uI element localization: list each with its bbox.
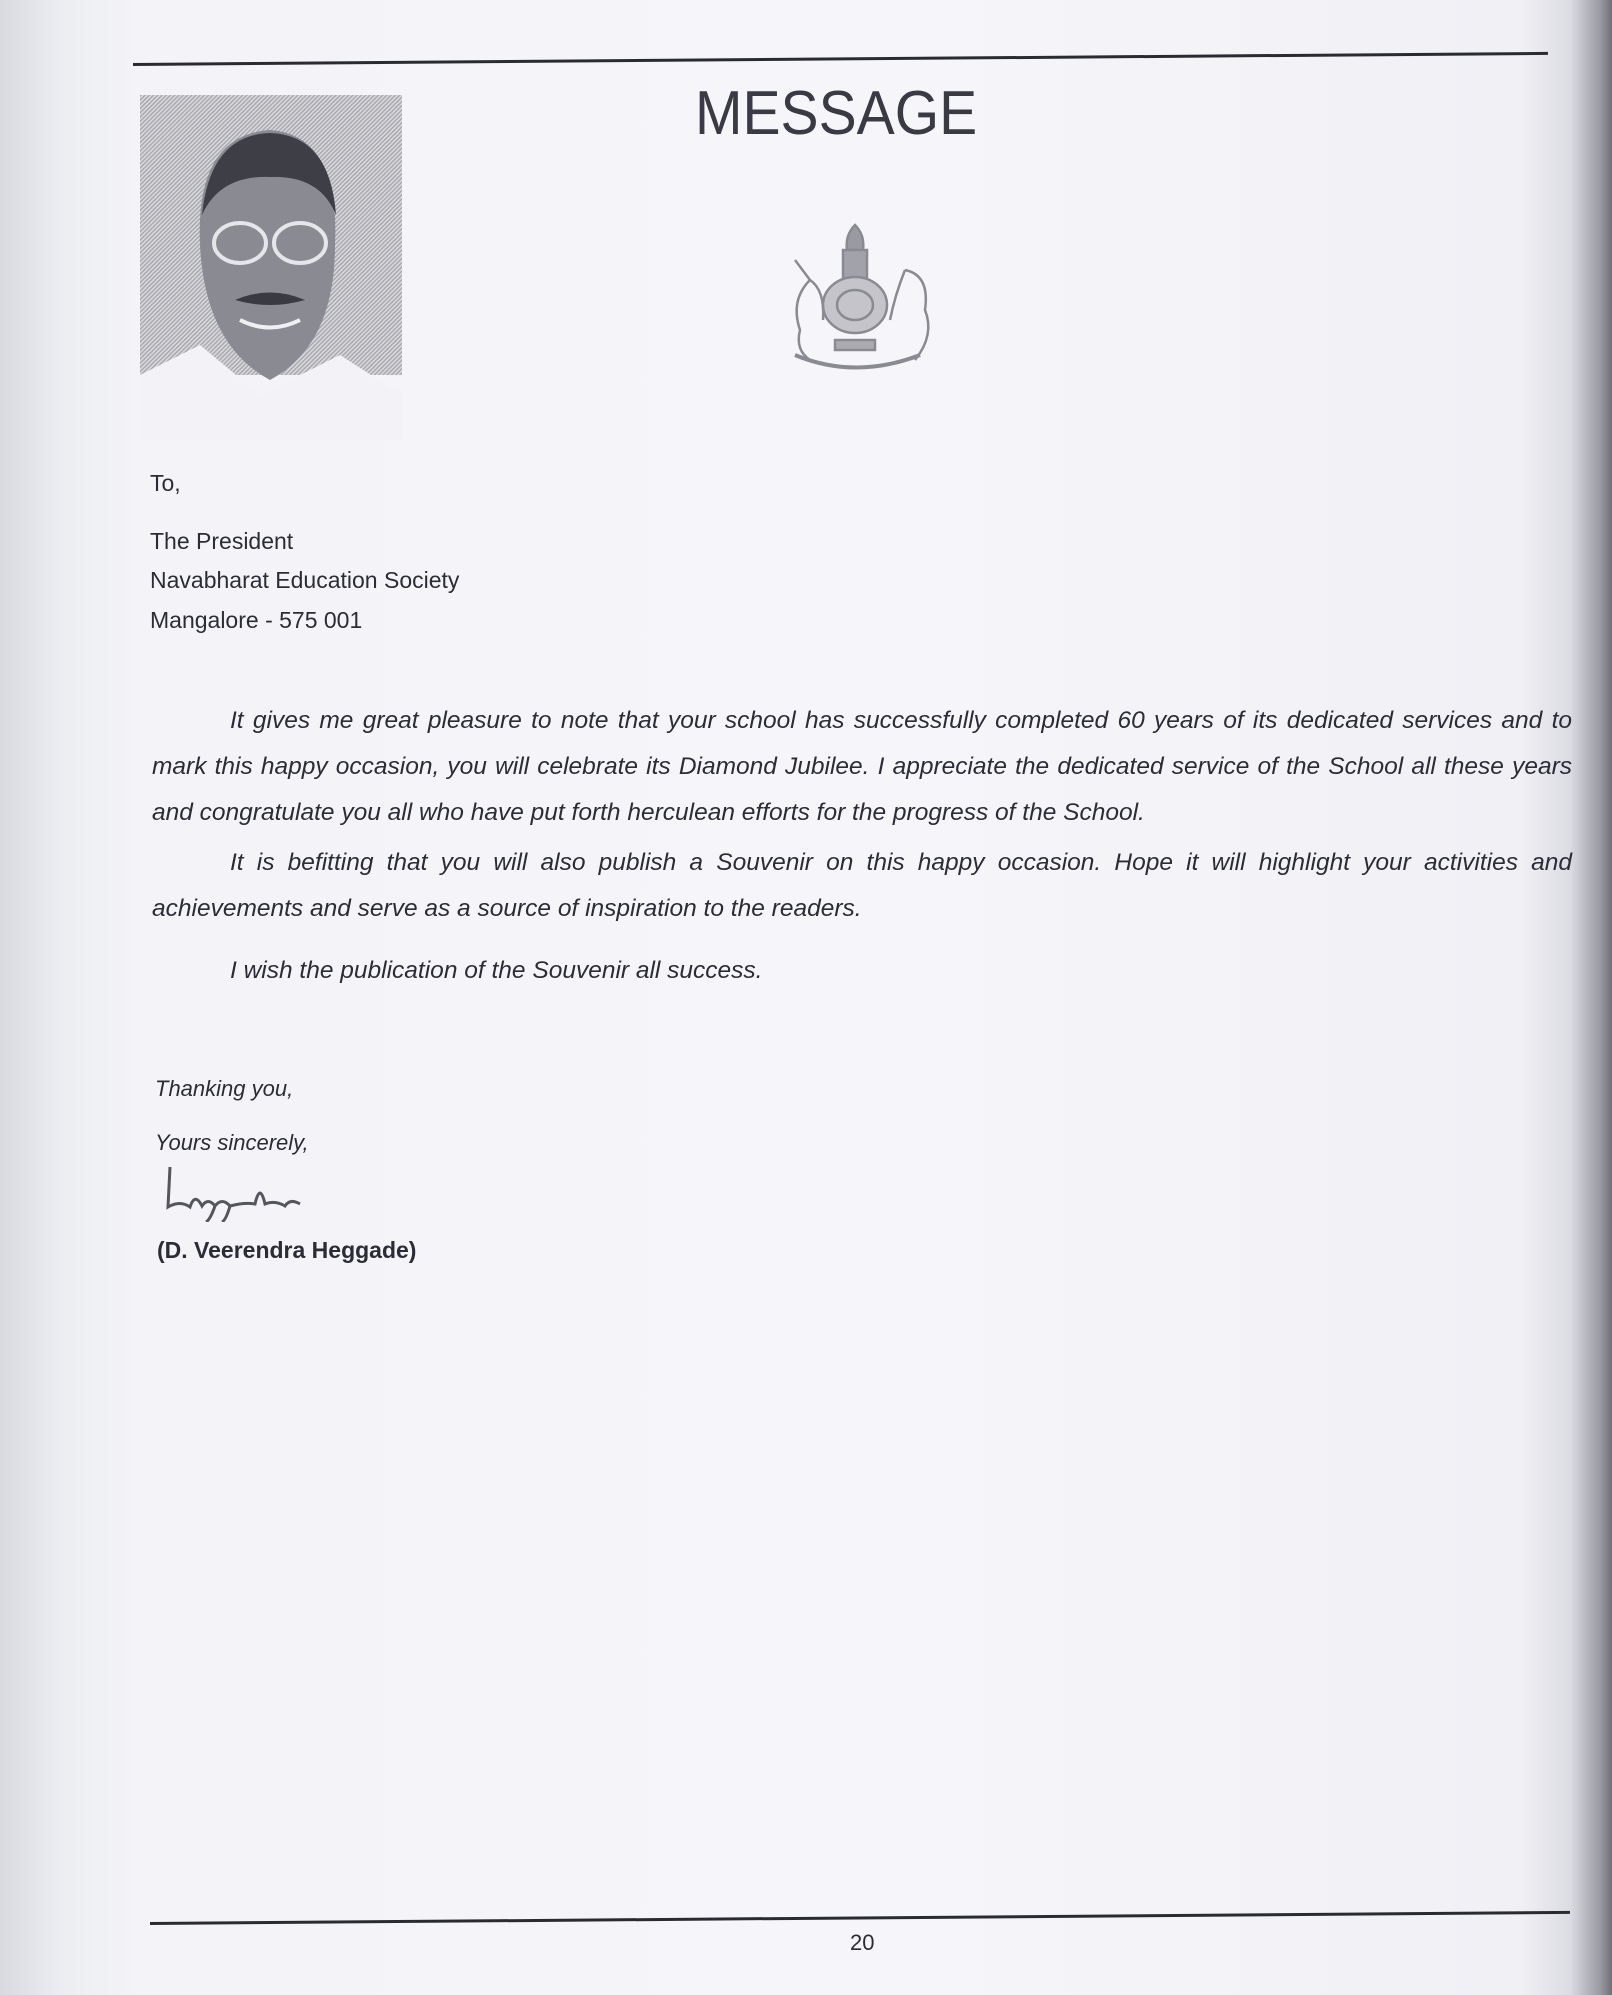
state-emblem-icon xyxy=(755,220,955,380)
body-paragraph: It gives me great pleasure to note that your school has successfully completed 60 years of its dedicated services and to mark this happy occasion, you will celebrate its Diamond Jubilee. I appreciate the dedicated service of the School all these years and congratulate you all who have put forth herculean efforts for the progress of the School. xyxy=(152,707,1572,826)
closing-valediction: Yours sincerely, xyxy=(155,1130,309,1155)
body-paragraph: It is befitting that you will also publish a Souvenir on this happy occasion. Hope it will highlight your activities and achievements and serve as a source of inspiration to the readers. xyxy=(152,849,1572,922)
bottom-rule xyxy=(150,1911,1570,1925)
page-title: MESSAGE xyxy=(695,79,978,148)
signature-icon xyxy=(160,1162,340,1222)
page-number: 20 xyxy=(850,1930,875,1955)
closing-thanks: Thanking you, xyxy=(155,1076,294,1101)
salutation: To, xyxy=(150,470,181,496)
top-rule xyxy=(133,52,1548,66)
address-line: Mangalore - 575 001 xyxy=(150,607,363,633)
signer-name: (D. Veerendra Heggade) xyxy=(157,1237,417,1263)
portrait-photo xyxy=(140,95,402,440)
address-line: The President xyxy=(150,528,294,554)
body-paragraph: I wish the publication of the Souvenir all success. xyxy=(230,957,763,984)
address-line: Navabharat Education Society xyxy=(150,567,460,593)
